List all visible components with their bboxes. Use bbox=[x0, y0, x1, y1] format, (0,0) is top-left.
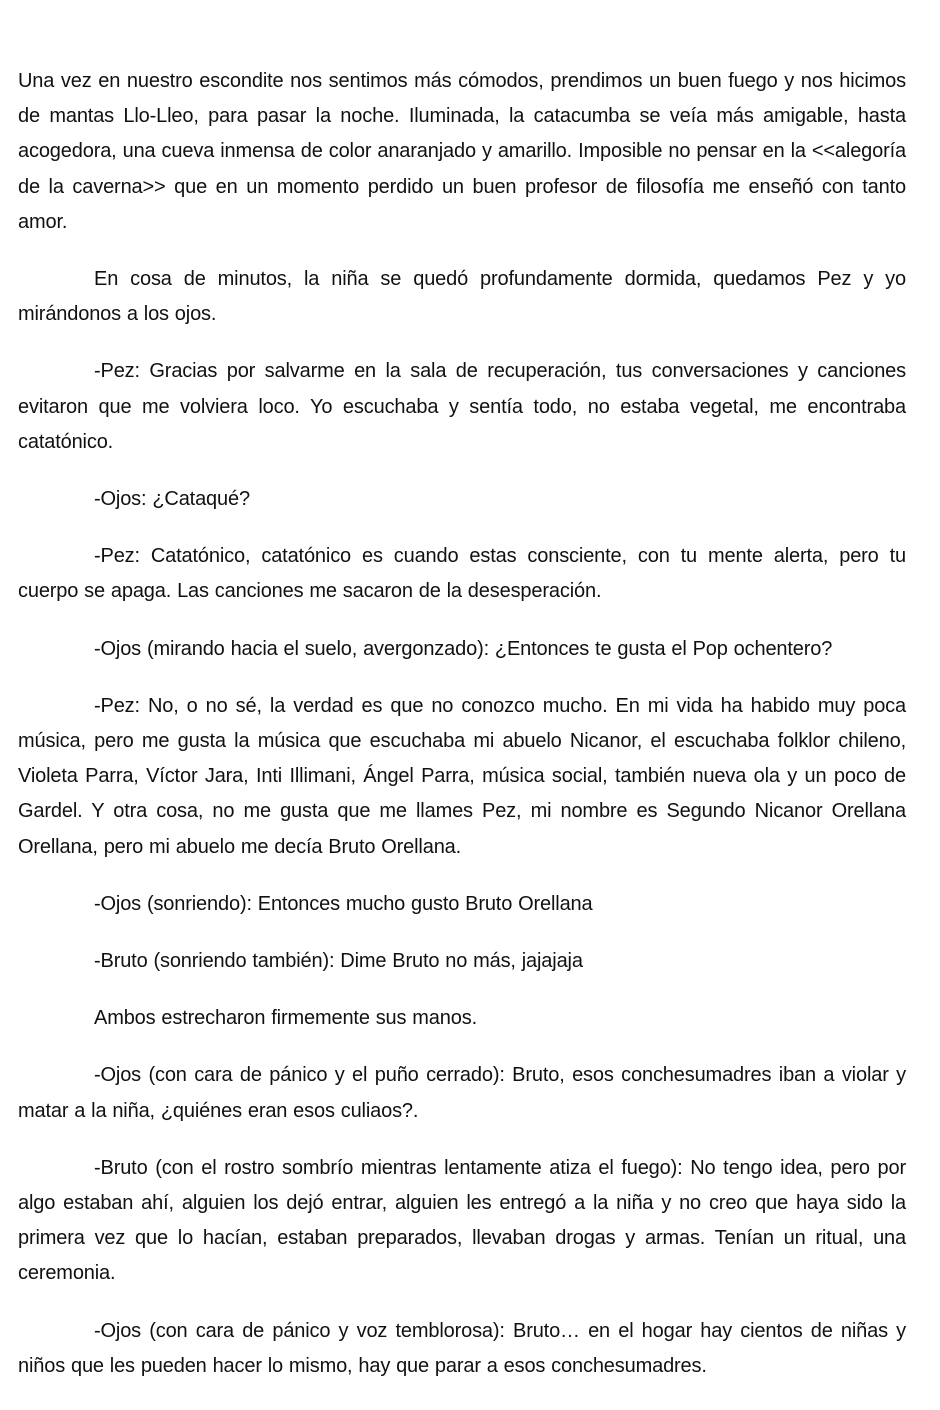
dialogue-pez-thanks: -Pez: Gracias por salvarme en la sala de recuperación, tus conversaciones y canciones evitaron que me volviera loco. Yo escuchaba y sentía todo, no estaba vegetal, me encontraba catatónico. bbox=[18, 360, 906, 453]
dialogue-bruto-fire: -Bruto (con el rostro sombrío mientras lentamente atiza el fuego): No tengo idea, pero por algo estaban ahí, alguien los dejó entrar, alguien les entregó a la niña y no creo que haya sido la primera vez que lo hacían, estaban preparados, llevaban drogas y armas. Tenían un ritual, una ceremonia. bbox=[18, 1156, 906, 1285]
document-body bbox=[18, 64, 906, 1406]
dialogue-bruto-reply: -Bruto (sonriendo también): Dime Bruto no más, jajajaja bbox=[94, 950, 583, 973]
dialogue-ojos-pop: -Ojos (mirando hacia el suelo, avergonzado): ¿Entonces te gusta el Pop ochentero? bbox=[94, 637, 833, 660]
paragraph-handshake: Ambos estrecharon firmemente sus manos. bbox=[94, 1007, 477, 1030]
paragraph-intro: Una vez en nuestro escondite nos sentimos más cómodos, prendimos un buen fuego y nos hicimos de mantas Llo-Lleo, para pasar la noche. Iluminada, la catacumba se veía más amigable, hasta acogedora, una cueva inmensa de color anaranjado y amarillo. Imposible no pensar en la <<alegoría de la caverna>> que en un momento perdido un buen profesor de filosofía me enseñó con tanto amor. bbox=[18, 70, 906, 233]
dialogue-ojos-greeting: -Ojos (sonriendo): Entonces mucho gusto Bruto Orellana bbox=[94, 892, 593, 915]
paragraph-narration: En cosa de minutos, la niña se quedó profundamente dormida, quedamos Pez y yo mirándonos a los ojos. bbox=[18, 268, 906, 326]
dialogue-ojos-question: -Ojos: ¿Cataqué? bbox=[94, 488, 250, 511]
dialogue-pez-music: -Pez: No, o no sé, la verdad es que no conozco mucho. En mi vida ha habido muy poca música, pero me gusta la música que escuchaba mi abuelo Nicanor, el escuchaba folklor chileno, Violeta Parra, Víctor Jara, Inti Illimani, Ángel Parra, música social, también nueva ola y un poco de Gardel. Y otra cosa, no me gusta que me llames Pez, mi nombre es Segundo Nicanor Orellana Orellana, pero mi abuelo me decía Bruto Orellana. bbox=[18, 694, 906, 858]
dialogue-pez-explains: -Pez: Catatónico, catatónico es cuando estas consciente, con tu mente alerta, pero tu cuerpo se apaga. Las canciones me sacaron de la desesperación. bbox=[18, 545, 906, 603]
dialogue-ojos-hogar: -Ojos (con cara de pánico y voz temblorosa): Bruto… en el hogar hay cientos de niñas y niños que les pueden hacer lo mismo, hay que parar a esos conchesumadres. bbox=[18, 1319, 906, 1377]
dialogue-ojos-panic: -Ojos (con cara de pánico y el puño cerrado): Bruto, esos conchesumadres iban a violar y matar a la niña, ¿quiénes eran esos culiaos?. bbox=[18, 1064, 906, 1122]
